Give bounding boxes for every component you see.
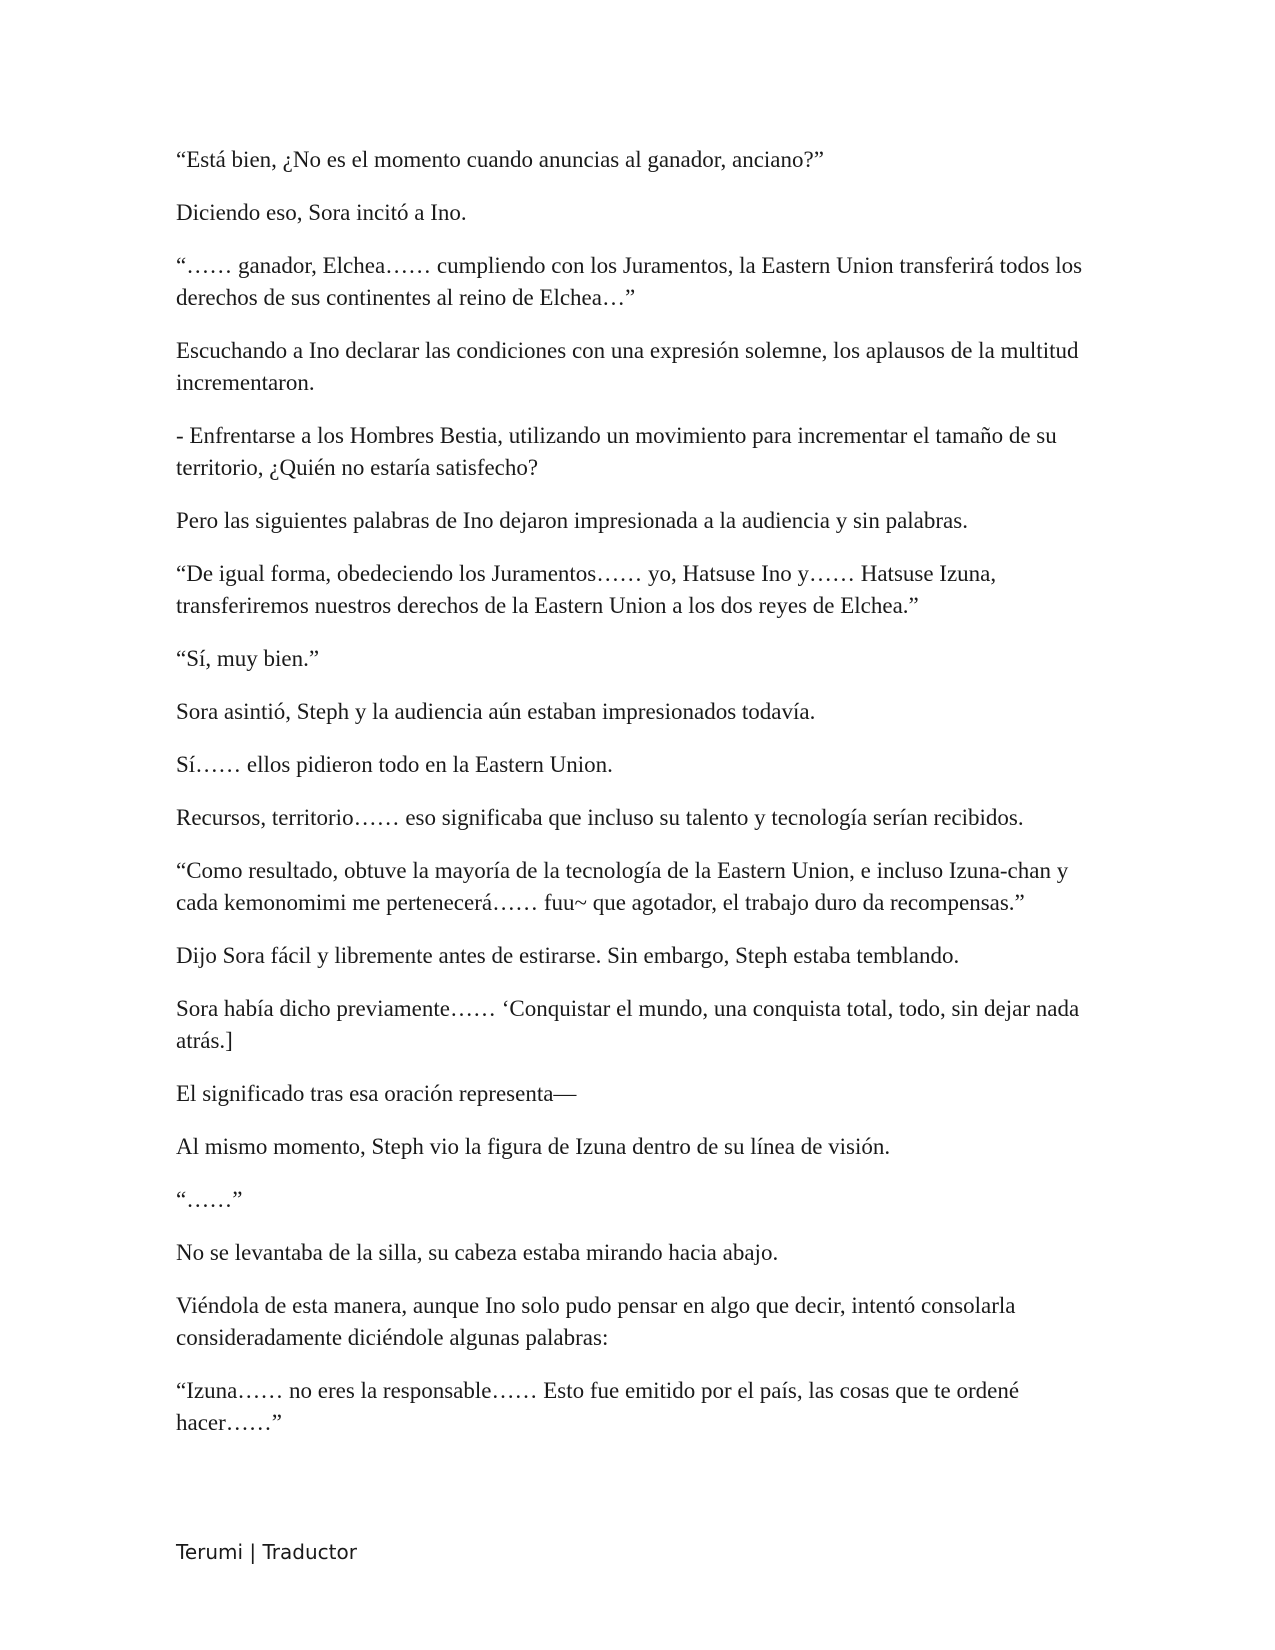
paragraph: El significado tras esa oración representa— [176,1081,577,1106]
paragraph: “Está bien, ¿No es el momento cuando anuncias al ganador, anciano?” [176,147,824,172]
paragraph: Recursos, territorio…… eso significaba que incluso su talento y tecnología serían recibidos. [176,805,1024,830]
paragraph: No se levantaba de la silla, su cabeza estaba mirando hacia abajo. [176,1240,779,1265]
page-footer: Terumi | Traductor [176,1540,357,1564]
paragraph: Dijo Sora fácil y libremente antes de estirarse. Sin embargo, Steph estaba temblando. [176,943,960,968]
paragraph: Sí…… ellos pidieron todo en la Eastern Union. [176,752,613,777]
paragraph: Sora había dicho previamente…… ‘Conquistar el mundo, una conquista total, todo, sin dejar nada atrás.] [176,996,1080,1053]
paragraph: Escuchando a Ino declarar las condiciones con una expresión solemne, los aplausos de la multitud incrementaron. [176,338,1079,395]
paragraph: “Como resultado, obtuve la mayoría de la tecnología de la Eastern Union, e incluso Izuna-chan y cada kemonomimi me pertenecerá…… fuu~ que agotador, el trabajo duro da recompensas.” [176,858,1069,915]
paragraph: - Enfrentarse a los Hombres Bestia, utilizando un movimiento para incrementar el tamaño de su territorio, ¿Quién no estaría satisfecho? [176,423,1057,480]
paragraph: Sora asintió, Steph y la audiencia aún estaban impresionados todavía. [176,699,816,724]
paragraph: Diciendo eso, Sora incitó a Ino. [176,200,467,225]
paragraph: “Sí, muy bien.” [176,646,320,671]
paragraph: “De igual forma, obedeciendo los Juramentos…… yo, Hatsuse Ino y…… Hatsuse Izuna, transferiremos nuestros derechos de la Eastern Union a los dos reyes de Elchea.” [176,561,997,618]
paragraph: Pero las siguientes palabras de Ino dejaron impresionada a la audiencia y sin palabras. [176,508,968,533]
paragraph: “…… ganador, Elchea…… cumpliendo con los Juramentos, la Eastern Union transferirá todos los derechos de sus continentes al reino de Elchea…” [176,253,1083,310]
paragraph: Al mismo momento, Steph vio la figura de Izuna dentro de su línea de visión. [176,1134,891,1159]
paragraph: “Izuna…… no eres la responsable…… Esto fue emitido por el país, las cosas que te ordené hacer……” [176,1378,1020,1435]
paragraph: Viéndola de esta manera, aunque Ino solo pudo pensar en algo que decir, intentó consolarla consideradamente diciéndole algunas palabras: [176,1293,1016,1350]
paragraph: “……” [176,1187,243,1212]
document-body [176,144,1096,1460]
